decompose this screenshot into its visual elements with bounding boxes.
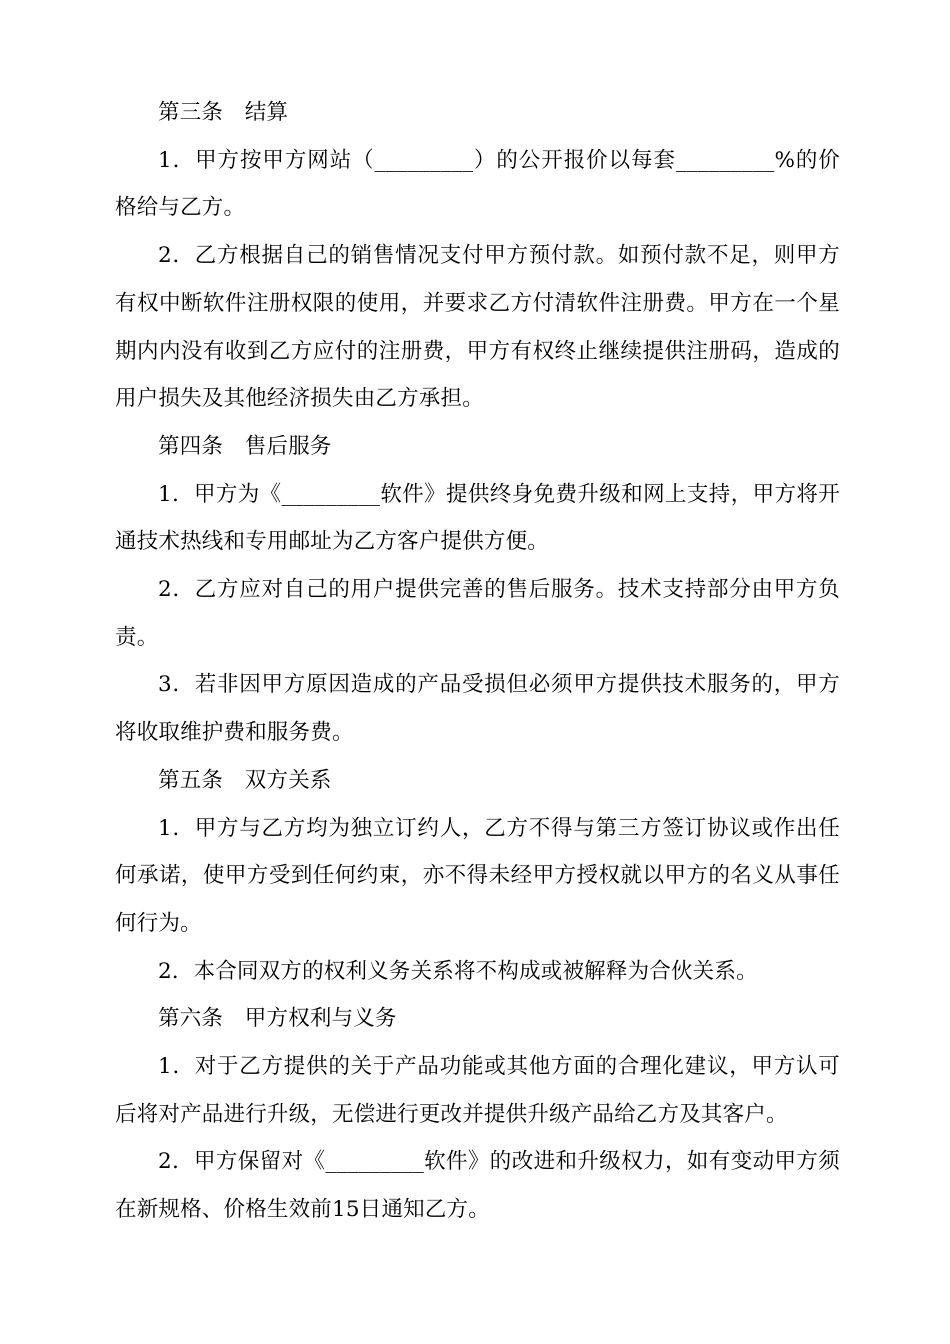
clause-3-1: 1．甲方按甲方网站（_________）的公开报价以每套_________%的价格给与乙方。 xyxy=(115,147,840,221)
section-heading-5: 第五条 双方关系 xyxy=(158,767,332,793)
clause-5-1: 1．甲方与乙方均为独立订约人，乙方不得与第三方签订协议或作出任何承诺，使甲方受到任何约束，亦不得未经甲方授权就以甲方的名义从事任何行为。 xyxy=(115,815,840,936)
clause-3-2: 2．乙方根据自己的销售情况支付甲方预付款。如预付款不足，则甲方有权中断软件注册权限的使用，并要求乙方付清软件注册费。甲方在一个星期内内没有收到乙方应付的注册费，甲方有权终止继续提供注册码，造成的用户损失及其他经济损失由乙方承担。 xyxy=(115,243,840,412)
document-body xyxy=(115,89,840,1234)
clause-4-1: 1．甲方为《_________软件》提供终身免费升级和网上支持，甲方将开通技术热线和专用邮址为乙方客户提供方便。 xyxy=(115,481,840,555)
section-heading-6: 第六条 甲方权利与义务 xyxy=(158,1006,397,1032)
clause-6-1: 1．对于乙方提供的关于产品功能或其他方面的合理化建议，甲方认可后将对产品进行升级，无偿进行更改并提供升级产品给乙方及其客户。 xyxy=(115,1054,840,1127)
section-heading-3: 第三条 结算 xyxy=(158,100,289,125)
clause-6-2: 2．甲方保留对《_________软件》的改进和升级权力，如有变动甲方须在新规格、价格生效前15日通知乙方。 xyxy=(115,1149,840,1223)
clause-4-3: 3．若非因甲方原因造成的产品受损但必须甲方提供技术服务的，甲方将收取维护费和服务费。 xyxy=(115,672,840,746)
clause-4-2: 2．乙方应对自己的用户提供完善的售后服务。技术支持部分由甲方负责。 xyxy=(115,577,840,650)
section-heading-4: 第四条 售后服务 xyxy=(158,433,332,459)
clause-5-2: 2．本合同双方的权利义务关系将不构成或被解释为合伙关系。 xyxy=(158,958,758,984)
